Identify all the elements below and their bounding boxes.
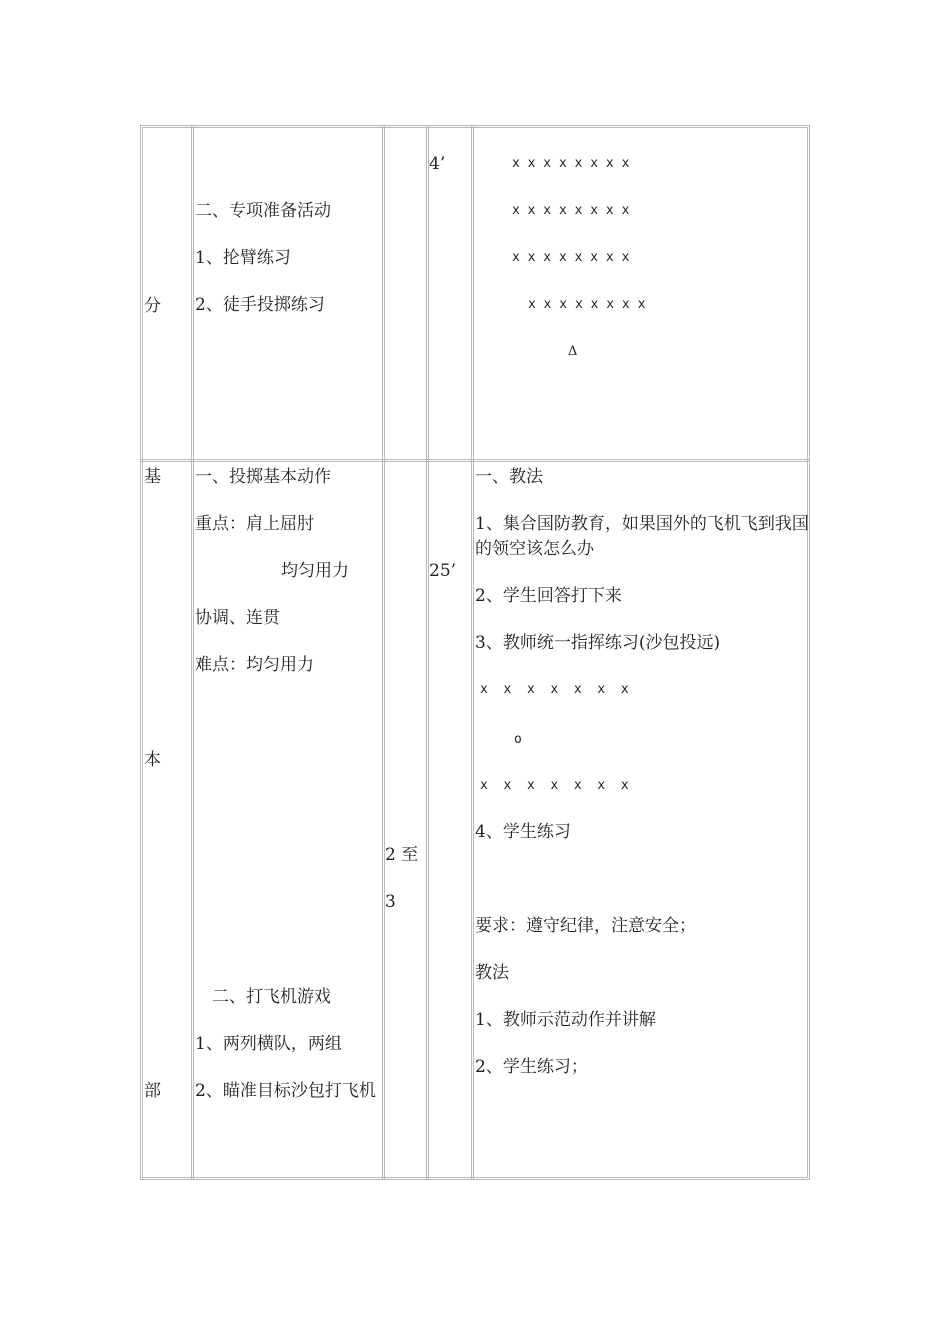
method-title: 教法 — [475, 963, 509, 983]
section-label: 分 — [144, 296, 161, 316]
time-value: 25’ — [429, 561, 457, 581]
difficulty-point: 难点：均匀用力 — [195, 655, 314, 675]
method-item: 1、集合国防教育，如果国外的飞机飞到我国的领空该怎么办 — [475, 514, 809, 559]
formation-row: x x x x x x x — [480, 682, 629, 697]
reps-value: 2 至 — [385, 845, 419, 865]
section-label: 基 — [144, 467, 161, 487]
row-divider — [140, 459, 810, 462]
time-value: 4’ — [429, 154, 446, 174]
formation-row: x x x x x x x — [480, 778, 629, 793]
column-divider — [426, 125, 429, 1180]
column-divider — [191, 125, 194, 1180]
formation-row: x x x x x x x x — [512, 203, 630, 218]
formation-row: x x x x x x x x — [528, 297, 646, 312]
activity-item: 2、徒手投掷练习 — [195, 295, 325, 315]
method-title: 一、教法 — [475, 467, 543, 487]
reps-value: 3 — [385, 892, 396, 912]
method-item: 2、学生回答打下来 — [475, 586, 622, 606]
game-item: 1、两列横队，两组 — [195, 1034, 342, 1054]
formation-row: x x x x x x x x — [512, 250, 630, 265]
column-divider — [382, 125, 385, 1180]
section-label: 本 — [144, 750, 161, 770]
formation-row: x x x x x x x x — [512, 156, 630, 171]
activity-title: 二、专项准备活动 — [195, 201, 331, 221]
content-title: 一、投掷基本动作 — [195, 467, 331, 487]
game-title: 二、打飞机游戏 — [212, 987, 331, 1007]
column-divider — [471, 125, 474, 1180]
key-point-continued: 均匀用力 — [281, 561, 349, 581]
center-mark: o — [514, 732, 522, 747]
activity-item: 1、抡臂练习 — [195, 248, 291, 268]
method-item: 2、学生练习； — [475, 1057, 588, 1077]
requirement-note: 要求：遵守纪律，注意安全； — [475, 916, 696, 936]
method-item: 3、教师统一指挥练习(沙包投远) — [475, 633, 721, 653]
game-item: 2、瞄准目标沙包打飞机 — [195, 1081, 376, 1101]
key-point: 重点：肩上屈肘 — [195, 514, 314, 534]
method-item: 1、教师示范动作并讲解 — [475, 1010, 656, 1030]
method-item: 4、学生练习 — [475, 822, 571, 842]
coordination-note: 协调、连贯 — [195, 608, 280, 628]
teacher-mark: Δ — [568, 344, 578, 359]
section-label: 部 — [144, 1081, 161, 1101]
